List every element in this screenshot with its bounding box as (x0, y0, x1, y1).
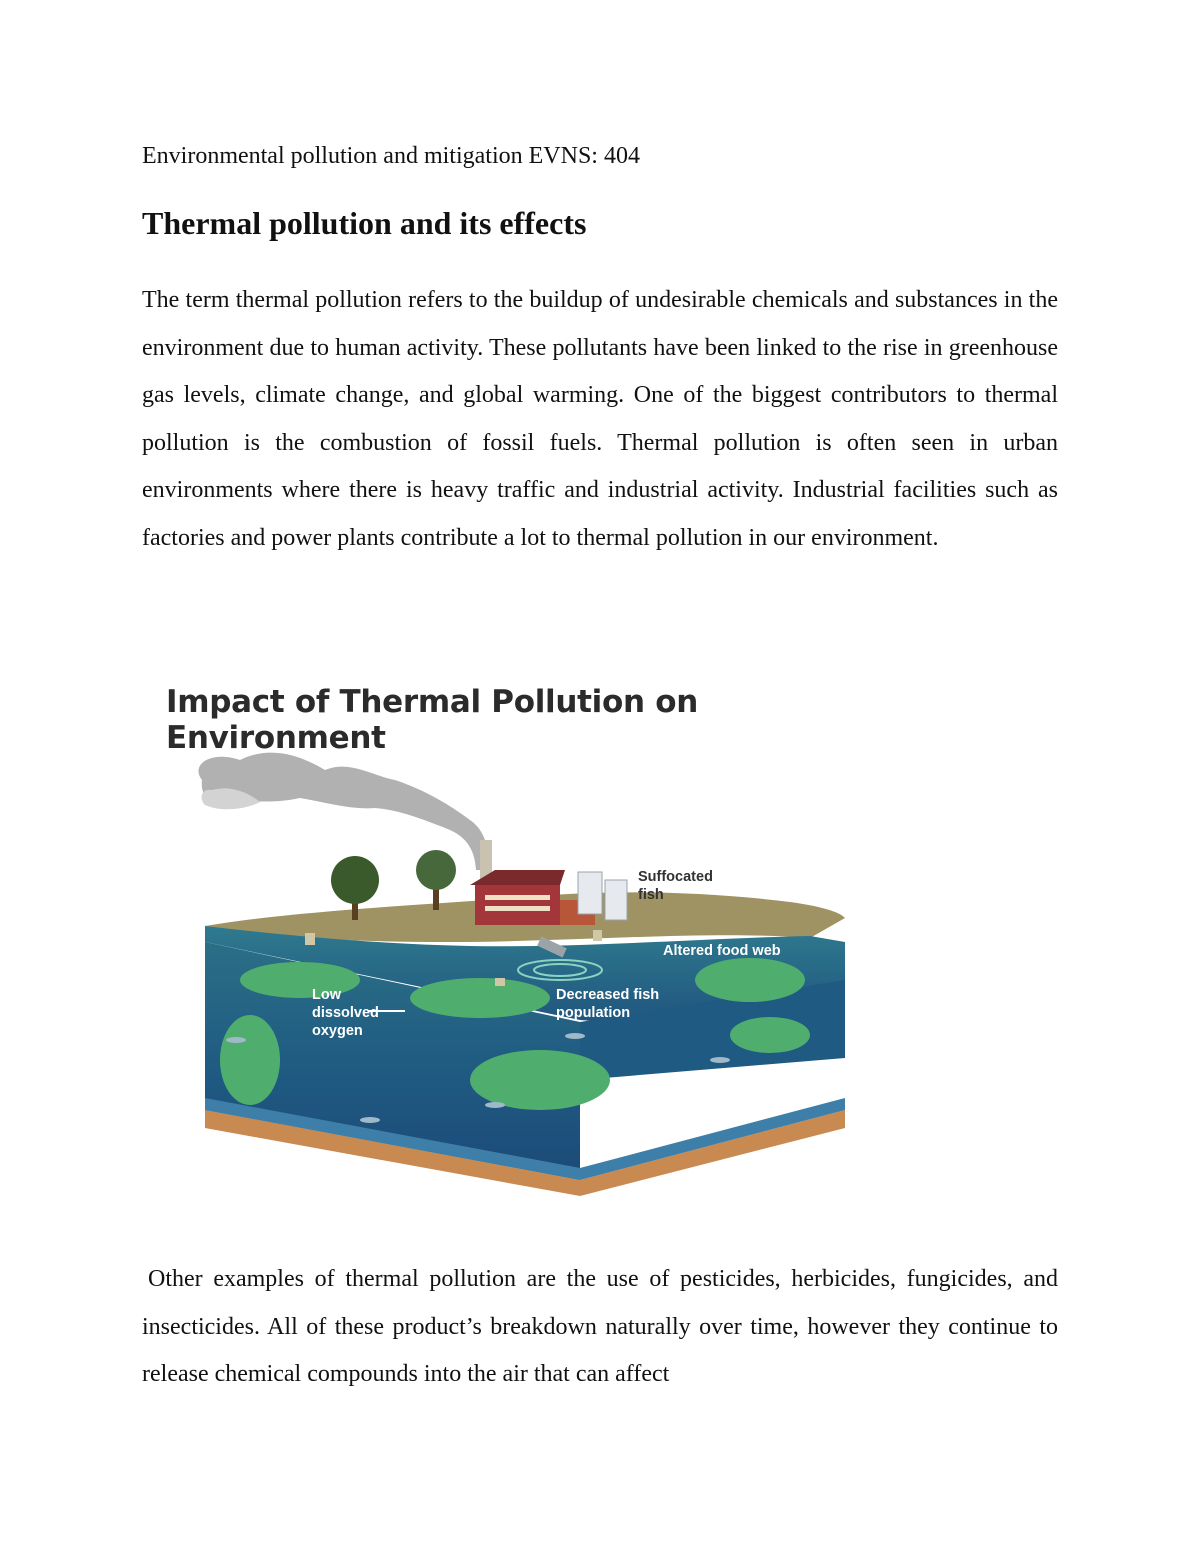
label-low-1: Low (312, 987, 341, 1003)
fish-icon (360, 1117, 380, 1123)
fish-icon (226, 1037, 246, 1043)
storage-tank (605, 880, 627, 920)
label-decreased-1: Decreased fish (556, 987, 660, 1003)
factory-windows (485, 906, 550, 911)
figure-title: Impact of Thermal Pollution on Environment (166, 684, 698, 756)
tree-crown (416, 850, 456, 890)
factory-windows (485, 895, 550, 900)
label-suffocated-1: Suffocated (638, 869, 713, 885)
barrel (305, 933, 315, 945)
barrel (495, 978, 505, 986)
figure-illustration (150, 680, 910, 1200)
label-low-2: dissolved (312, 1005, 379, 1021)
fish-icon (710, 1057, 730, 1063)
fish-icon (565, 1033, 585, 1039)
label-altered-food-web: Altered food web (663, 943, 781, 959)
paragraph-other-examples: Other examples of thermal pollution are the use of pesticides, herbicides, fungicides, and insecticides. All of these product’s breakdown naturally over time, however they continue to release chemical compounds into the air that can affect (142, 1266, 1058, 1387)
algae-patch (240, 962, 360, 998)
fish-icon (485, 1102, 505, 1108)
paragraph-intro: The term thermal pollution refers to the buildup of undesirable chemicals and substances in the environment due to human activity. These pollutants have been linked to the rise in greenhouse gas levels, climate change, and global warming. One of the biggest contributors to thermal pollution is the combustion of fossil fuels. Thermal pollution is often seen in urban environments where there is heavy traffic and industrial activity. Industrial facilities such as factories and power plants contribute a lot to thermal pollution in our environment. (142, 287, 1058, 551)
algae-patch (220, 1015, 280, 1105)
algae-patch (730, 1017, 810, 1053)
algae-patch (410, 978, 550, 1018)
label-suffocated-2: fish (638, 887, 664, 903)
course-header: Environmental pollution and mitigation EVNS: 404 (142, 143, 640, 169)
label-low-3: oxygen (312, 1023, 363, 1039)
barrel (593, 930, 602, 941)
storage-tank (578, 872, 602, 914)
tree-crown (331, 856, 379, 904)
algae-patch (470, 1050, 610, 1110)
thermal-pollution-figure (150, 680, 910, 1200)
section-title: Thermal pollution and its effects (142, 205, 587, 241)
factory-building (475, 885, 560, 925)
algae-patch (695, 958, 805, 1002)
label-decreased-2: population (556, 1005, 631, 1021)
